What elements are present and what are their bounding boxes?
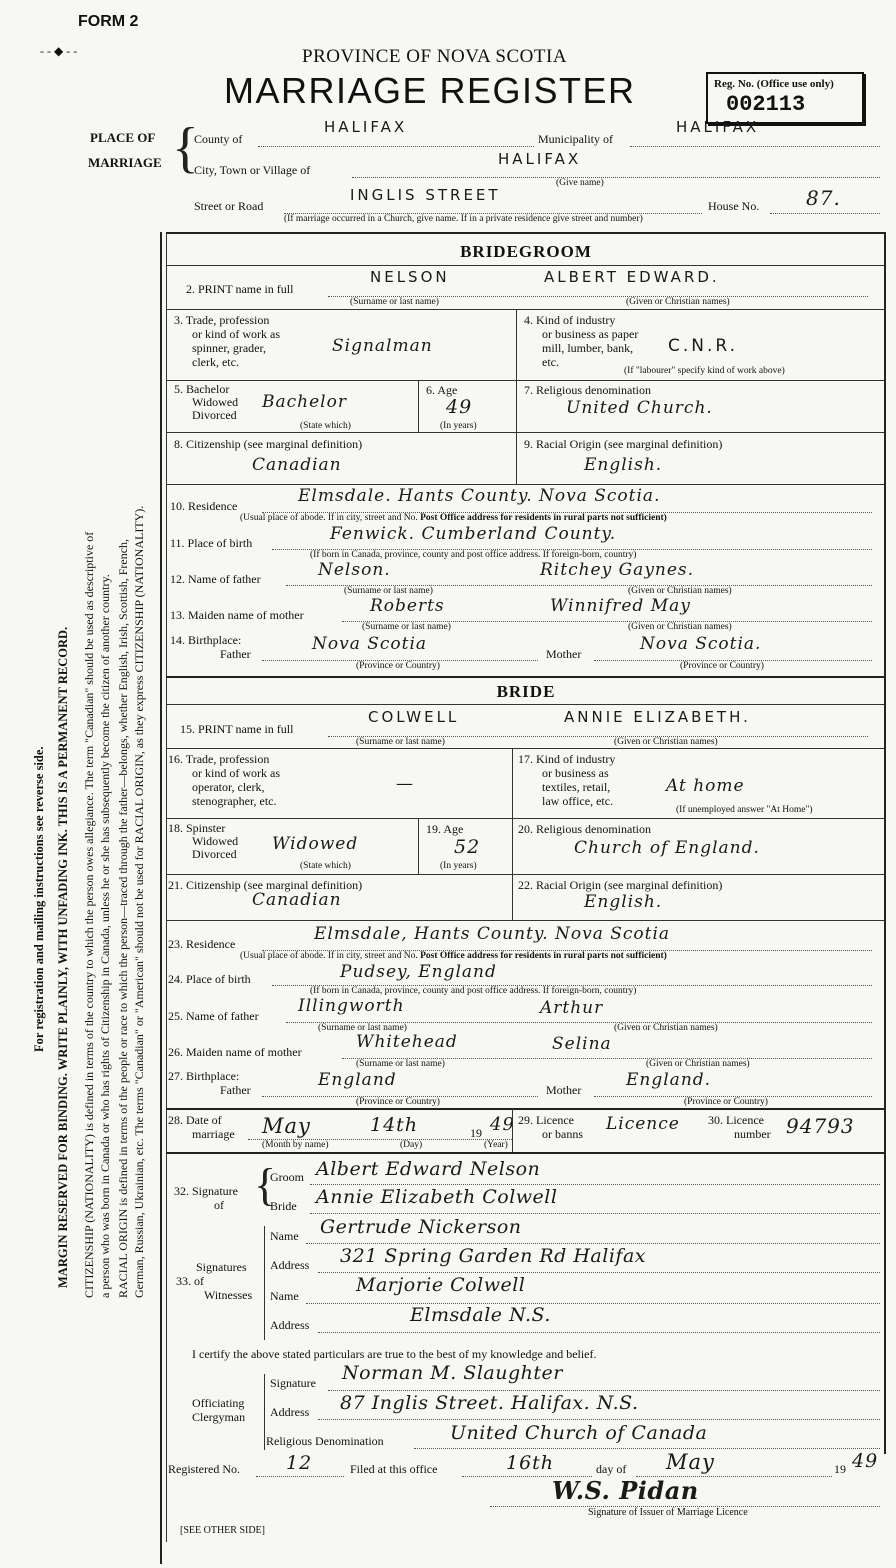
f24-label: 24. Place of birth <box>168 972 251 986</box>
f29-label: 29. Licence or banns <box>518 1113 583 1141</box>
in-years-note: (In years) <box>440 861 477 871</box>
bride-racial: English. <box>584 892 663 912</box>
f10-label: 10. Residence <box>170 499 238 513</box>
bride-surname: COLWELL <box>368 708 460 726</box>
groom-trade: Signalman <box>332 336 433 356</box>
municipality-value: HALIFAX <box>676 118 760 136</box>
residence-note: (Usual place of abode. If in city, street and No. Post Office address for residents in rural parts not sufficient) <box>240 513 667 523</box>
f14-label: 14. Birthplace: <box>170 633 242 647</box>
labourer-note: (If "labourer" specify kind of work above) <box>624 366 785 376</box>
f20-label: 20. Religious denomination <box>518 822 651 836</box>
f6-label: 6. Age <box>426 383 458 397</box>
groom-given: ALBERT EDWARD. <box>544 268 720 286</box>
given-note: (Given or Christian names) <box>628 586 732 596</box>
clergy-sig-label: Signature <box>270 1376 316 1390</box>
f3-label: 3. Trade, profession or kind of work as spinner, grader, clerk, etc. <box>174 313 280 369</box>
f19-label: 19. Age <box>426 822 464 836</box>
f15-label: 15. PRINT name in full <box>180 722 294 736</box>
groom-father-given: Ritchey Gaynes. <box>540 560 695 580</box>
clergy-signature: Norman M. Slaughter <box>342 1362 563 1384</box>
marriage-day: 14th <box>370 1114 419 1136</box>
year-note: (Year) <box>484 1140 508 1150</box>
bride-residence: Elmsdale, Hants County. Nova Scotia <box>314 924 671 944</box>
reg-number-value: 002113 <box>726 92 806 117</box>
f28-label: 28. Date of marriage <box>168 1113 235 1141</box>
surname-note: (Surname or last name) <box>318 1023 407 1033</box>
f4-label: 4. Kind of industry or business as paper mill, lumber, bank, etc. <box>524 313 639 369</box>
f8-label: 8. Citizenship (see marginal definition) <box>174 437 363 451</box>
give-name-note: (Give name) <box>556 178 604 188</box>
mother-label: Mother <box>546 647 582 661</box>
witness2-address: Elmsdale N.S. <box>410 1304 551 1326</box>
in-years-note: (In years) <box>440 421 477 431</box>
father-label: Father <box>220 647 251 661</box>
bride-mother-given: Selina <box>552 1034 612 1054</box>
house-value: 87. <box>806 186 841 210</box>
father-label: Father <box>220 1083 251 1097</box>
filed-month: May <box>666 1450 715 1474</box>
bride-father-birth: England <box>318 1070 397 1090</box>
surname-note: (Surname or last name) <box>356 1059 445 1069</box>
birth-note: (If born in Canada, province, county and post office address. If foreign-born, country) <box>310 986 637 996</box>
prov-note: (Province or Country) <box>356 1097 440 1107</box>
surname-note: (Surname or last name) <box>344 586 433 596</box>
margin-text-2: MARGIN RESERVED FOR BINDING. WRITE PLAINLY, WITH UNFADING INK. THIS IS A PERMANENT RECORD. <box>56 626 70 1288</box>
clergy-religion: United Church of Canada <box>450 1422 708 1444</box>
marriage-month: May <box>262 1114 311 1138</box>
given-note: (Given or Christian names) <box>614 737 718 747</box>
groom-religion: United Church. <box>566 398 713 418</box>
groom-mother-birth: Nova Scotia. <box>640 634 762 654</box>
groom-signature: Albert Edward Nelson <box>316 1158 541 1180</box>
groom-mother-given: Winnifred May <box>550 596 691 616</box>
reg-no-label: Registered No. <box>168 1462 240 1476</box>
issuer-label: Signature of Issuer of Marriage Licence <box>588 1507 748 1518</box>
clergy-address-label: Address <box>270 1405 310 1419</box>
f11-label: 11. Place of birth <box>170 536 253 550</box>
month-note: (Month by name) <box>262 1140 329 1150</box>
f25-label: 25. Name of father <box>168 1009 259 1023</box>
bride-status: Widowed <box>272 834 359 854</box>
place-brace: { <box>172 117 199 179</box>
county-value: HALIFAX <box>324 118 408 136</box>
filed-year: 49 <box>852 1450 879 1472</box>
f21-label: 21. Citizenship (see marginal definition) <box>168 878 363 892</box>
given-note: (Given or Christian names) <box>614 1023 718 1033</box>
groom-father-birth: Nova Scotia <box>312 634 428 654</box>
municipality-label: Municipality of <box>538 132 613 146</box>
w1-name-label: Name <box>270 1229 299 1243</box>
city-label: City, Town or Village of <box>194 163 311 177</box>
bride-mother-surname: Whitehead <box>356 1032 458 1052</box>
surname-note: (Surname or last name) <box>356 737 445 747</box>
see-other-side: [SEE OTHER SIDE] <box>180 1525 265 1536</box>
groom-racial: English. <box>584 455 663 475</box>
filed-day: 16th <box>506 1452 555 1474</box>
place-label-2: MARRIAGE <box>88 155 162 170</box>
form-number: FORM 2 <box>78 13 139 30</box>
f5-label: 5. Bachelor Widowed Divorced <box>174 382 239 422</box>
bridegroom-heading: BRIDEGROOM <box>460 242 592 261</box>
margin-text-6: German, Russian, Ukrainian, etc. The terms "Canadian" or "American" should not be used for RACIAL ORIGIN, as they express CITIZENSHIP (NATIONALITY). <box>132 505 146 1298</box>
f33-label: Signatures 33. of Witnesses <box>176 1260 253 1302</box>
place-label-1: PLACE OF <box>90 130 156 145</box>
clergy-religion-label: Religious Denomination <box>266 1434 384 1448</box>
filed-label: Filed at this office <box>350 1462 438 1476</box>
issuer-signature: W.S. Pidan <box>552 1476 699 1505</box>
f26-label: 26. Maiden name of mother <box>168 1045 302 1059</box>
f13-label: 13. Maiden name of mother <box>170 608 304 622</box>
margin-text-5: RACIAL ORIGIN is defined in terms of the people or race to which the person—traced through the father—belongs, whether English, Irish, Scottish, French, <box>116 538 130 1298</box>
bride-sig-label: Bride <box>270 1199 297 1213</box>
f12-label: 12. Name of father <box>170 572 261 586</box>
province-heading: PROVINCE OF NOVA SCOTIA <box>302 46 568 67</box>
surname-note: (Surname or last name) <box>362 622 451 632</box>
f16-label: 16. Trade, profession or kind of work as operator, clerk, stenographer, etc. <box>168 752 280 808</box>
f2-label: 2. PRINT name in full <box>186 282 294 296</box>
day-note: (Day) <box>400 1140 423 1150</box>
bride-age: 52 <box>454 836 481 858</box>
bride-father-surname: Illingworth <box>298 996 405 1016</box>
bride-mother-birth: England. <box>626 1070 712 1090</box>
unemployed-note: (If unemployed answer "At Home") <box>676 805 813 815</box>
given-note: (Given or Christian names) <box>646 1059 750 1069</box>
day-of-label: day of <box>596 1462 627 1476</box>
page-title: MARRIAGE REGISTER <box>224 70 636 111</box>
bride-birthplace: Pudsey, England <box>340 962 497 982</box>
f7-label: 7. Religious denomination <box>524 383 651 397</box>
reg-number-label: Reg. No. (Office use only) <box>714 78 834 90</box>
f32-label: 32. Signature of <box>174 1184 238 1212</box>
state-which-note: (State which) <box>300 421 351 431</box>
house-label: House No. <box>708 199 760 213</box>
given-note: (Given or Christian names) <box>626 297 730 307</box>
f9-label: 9. Racial Origin (see marginal definition) <box>524 437 723 451</box>
f17-label: 17. Kind of industry or business as textiles, retail, law office, etc. <box>518 752 616 808</box>
margin-mark: - - ◆ - - <box>40 44 78 58</box>
prov-note: (Province or Country) <box>680 661 764 671</box>
margin-text-4: a person who was born in Canada or who has rights of Citizenship in Canada, unless he or she has subsequently become the citizen of another country. <box>98 574 112 1298</box>
groom-industry: C.N.R. <box>668 336 739 356</box>
street-value: INGLIS STREET <box>350 186 501 204</box>
groom-status: Bachelor <box>262 392 347 412</box>
clergy-address: 87 Inglis Street. Halifax. N.S. <box>340 1392 639 1414</box>
groom-birthplace: Fenwick. Cumberland County. <box>330 524 617 544</box>
witness1-name: Gertrude Nickerson <box>320 1216 522 1238</box>
certify-text: I certify the above stated particulars are true to the best of my knowledge and belief. <box>192 1347 597 1361</box>
church-note: (If marriage occurred in a Church, give name. If in a private residence give street and number) <box>284 214 643 224</box>
f30-label: 30. Licence number <box>708 1113 771 1141</box>
groom-mother-surname: Roberts <box>370 596 445 616</box>
residence-note: (Usual place of abode. If in city, street and No. Post Office address for residents in rural parts not sufficient) <box>240 951 667 961</box>
reg-number-box <box>706 72 864 124</box>
given-note: (Given or Christian names) <box>628 622 732 632</box>
surname-note: (Surname or last name) <box>350 297 439 307</box>
prov-note: (Province or Country) <box>356 661 440 671</box>
witness1-address: 321 Spring Garden Rd Halifax <box>340 1245 646 1267</box>
bride-father-given: Arthur <box>540 998 604 1018</box>
groom-citizenship: Canadian <box>252 455 342 475</box>
bride-religion: Church of England. <box>574 838 760 858</box>
f18-label: 18. Spinster Widowed Divorced <box>168 821 239 861</box>
groom-sig-label: Groom <box>270 1170 304 1184</box>
marriage-century: 19 <box>470 1126 482 1140</box>
margin-text-1: For registration and mailing instructions see reverse side. <box>32 746 46 1052</box>
bride-citizenship: Canadian <box>252 890 342 910</box>
birth-note: (If born in Canada, province, county and post office address. If foreign-born, country) <box>310 550 637 560</box>
f22-label: 22. Racial Origin (see marginal definition) <box>518 878 723 892</box>
mother-label: Mother <box>546 1083 582 1097</box>
reg-no-value: 12 <box>286 1452 313 1474</box>
marriage-year: 49 <box>490 1114 515 1135</box>
witness2-name: Marjorie Colwell <box>356 1274 526 1296</box>
bride-given: ANNIE ELIZABETH. <box>564 708 751 726</box>
county-label: County of <box>194 132 243 146</box>
sig-brace: { <box>254 1159 277 1210</box>
state-which-note: (State which) <box>300 861 351 871</box>
w2-name-label: Name <box>270 1289 299 1303</box>
groom-surname: NELSON <box>370 268 450 286</box>
clergy-label: Officiating Clergyman <box>192 1396 246 1424</box>
prov-note: (Province or Country) <box>684 1097 768 1107</box>
margin-text-3: CITIZENSHIP (NATIONALITY) is defined in terms of the country to which the person owes allegiance. The term "Canadian" should be used as descriptive of <box>82 531 96 1298</box>
bride-heading: BRIDE <box>496 682 556 701</box>
city-value: HALIFAX <box>498 150 582 168</box>
f27-label: 27. Birthplace: <box>168 1069 240 1083</box>
filed-century: 19 <box>834 1462 846 1476</box>
groom-age: 49 <box>446 396 473 418</box>
licence-type: Licence <box>606 1114 680 1134</box>
groom-father-surname: Nelson. <box>318 560 391 580</box>
bride-industry: At home <box>666 776 745 796</box>
groom-residence: Elmsdale. Hants County. Nova Scotia. <box>298 486 661 506</box>
f23-label: 23. Residence <box>168 937 236 951</box>
w2-address-label: Address <box>270 1318 310 1332</box>
w1-address-label: Address <box>270 1258 310 1272</box>
street-label: Street or Road <box>194 199 264 213</box>
licence-number: 94793 <box>786 1114 855 1138</box>
bride-trade: — <box>396 774 414 794</box>
bride-signature: Annie Elizabeth Colwell <box>316 1186 558 1208</box>
